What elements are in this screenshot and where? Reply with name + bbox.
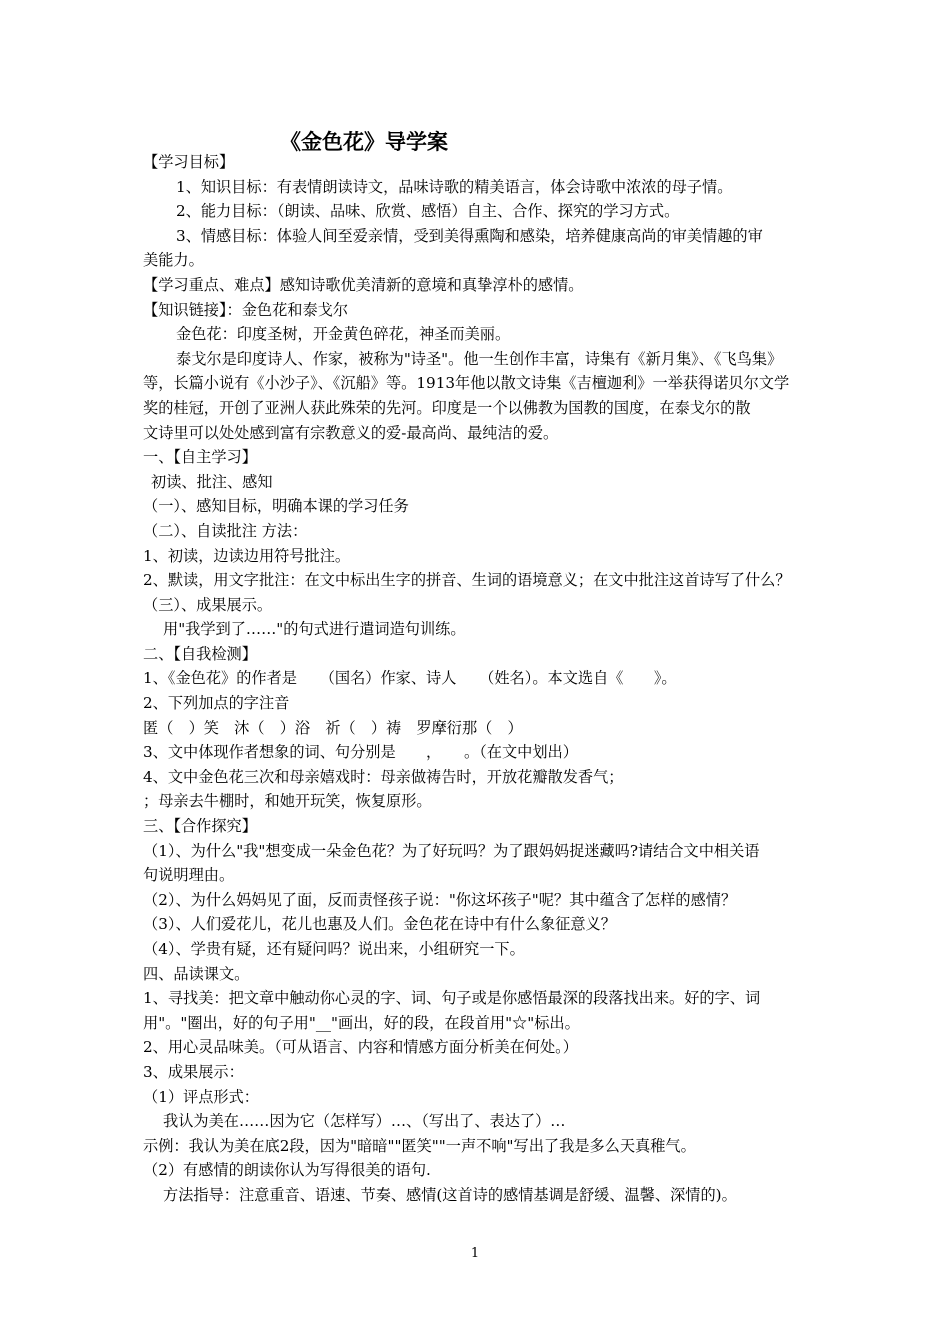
reading-line: 用"。"圈出，好的句子用"__"画出，好的段，在段首用"☆"标出。 <box>143 1013 580 1032</box>
goal-ability: 2、能力目标：（朗读、品味、欣赏、感悟）自主、合作、探究的学习方式。 <box>176 202 680 221</box>
self-study-line: （二）、自读批注 方法： <box>143 521 308 540</box>
golden-flower-note: 金色花：印度圣树，开金黄色碎花，神圣而美丽。 <box>176 325 511 344</box>
key-points: 【学习重点、难点】感知诗歌优美清新的意境和真挚淳朴的感情。 <box>143 275 584 294</box>
self-study-line: 1、初读，边读边用符号批注。 <box>143 546 351 565</box>
goal-emotion-cont: 美能力。 <box>143 251 204 270</box>
self-study-line: （三）、成果展示。 <box>143 595 273 614</box>
reading-line: 方法指导：注意重音、语速、节奏、感情(这首诗的感情基调是舒缓、温馨、深情的)。 <box>163 1185 737 1204</box>
reading-line: 3、成果展示： <box>143 1062 244 1081</box>
reading-line: 2、用心灵品味美。（可从语言、内容和情感方面分析美在何处。） <box>143 1038 578 1057</box>
self-check-question: 匿（ ）笑 沐（ ）浴 祈（ ）祷 罗摩衍那（ ） <box>143 718 523 737</box>
reading-line: （2）有感情的朗读你认为写得很美的语句. <box>143 1161 431 1180</box>
self-check-question: 2、下列加点的字注音 <box>143 694 290 713</box>
self-check-question: 3、文中体现作者想象的词、句分别是 ， 。（在文中划出） <box>143 743 578 762</box>
document-title: 《金色花》导学案 <box>280 130 448 154</box>
document-body <box>143 150 823 1208</box>
self-check-question: 4、文中金色花三次和母亲嬉戏时：母亲做祷告时，开放花瓣散发香气； <box>143 767 624 786</box>
cooperation-question: （1）、为什么"我"想变成一朵金色花？为了好玩吗？为了跟妈妈捉迷藏吗?请结合文中相关语 <box>143 841 760 860</box>
knowledge-link-heading: 【知识链接】：金色花和泰戈尔 <box>143 300 349 319</box>
tagore-paragraph-line: 文诗里可以处处感到富有宗教意义的爱-最高尚、最纯洁的爱。 <box>143 423 559 442</box>
self-study-line: 初读、批注、感知 <box>151 472 273 491</box>
section-heading-goals: 【学习目标】 <box>143 153 235 171</box>
section-heading-cooperation: 三、【合作探究】 <box>143 817 257 836</box>
self-study-line: （一）、感知目标，明确本课的学习任务 <box>143 497 409 516</box>
tagore-paragraph-line: 等，长篇小说有《小沙子》、《沉船》等。1913年他以散文诗集《吉檀迦利》一举获得诺贝尔文学 <box>143 374 790 393</box>
cooperation-question: （4）、学贵有疑，还有疑问吗？说出来，小组研究一下。 <box>143 940 525 958</box>
reading-line: 示例：我认为美在底2段，因为"暗暗""匿笑""一声不响"写出了我是多么天真稚气。 <box>143 1136 696 1155</box>
self-check-question: 1、《金色花》的作者是 （国名）作家、诗人 （姓名）。本文选自《 》。 <box>143 669 677 688</box>
cooperation-question: （2）、为什么妈妈见了面，反而责怪孩子说："你这坏孩子"呢？其中蕴含了怎样的感情？ <box>143 890 737 909</box>
self-study-line: 2、默读，用文字批注：在文中标出生字的拼音、生词的语境意义；在文中批注这首诗写了什么？ <box>143 571 791 590</box>
page-number: 1 <box>470 1246 480 1261</box>
tagore-paragraph-line: 奖的桂冠，开创了亚洲人获此殊荣的先河。印度是一个以佛教为国教的国度，在泰戈尔的散 <box>143 398 751 417</box>
tagore-paragraph-line: 泰戈尔是印度诗人、作家，被称为"诗圣"。他一生创作丰富，诗集有《新月集》、《飞鸟集》 <box>176 349 783 368</box>
cooperation-question: 句说明理由。 <box>143 866 235 885</box>
cooperation-question: （3）、人们爱花儿，花儿也惠及人们。金色花在诗中有什么象征意义？ <box>143 915 616 934</box>
section-heading-reading: 四、品读课文。 <box>143 964 250 983</box>
reading-line: 1、寻找美：把文章中触动你心灵的字、词、句子或是你感悟最深的段落找出来。好的字、词 <box>143 989 761 1008</box>
goal-knowledge: 1、知识目标：有表情朗读诗文，品味诗歌的精美语言，体会诗歌中浓浓的母子情。 <box>176 177 733 196</box>
reading-line: 我认为美在……因为它（怎样写）…、（写出了、表达了）… <box>163 1112 566 1131</box>
self-check-question: ；母亲去牛棚时，和她开玩笑，恢复原形。 <box>143 792 432 811</box>
section-heading-self-check: 二、【自我检测】 <box>143 644 257 663</box>
self-study-line: 用"我学到了……"的句式进行遣词造句训练。 <box>163 620 466 639</box>
section-heading-self-study: 一、【自主学习】 <box>143 448 257 467</box>
reading-line: （1）评点形式： <box>143 1087 259 1106</box>
goal-emotion: 3、情感目标：体验人间至爱亲情，受到美得熏陶和感染，培养健康高尚的审美情趣的审 <box>176 226 763 245</box>
